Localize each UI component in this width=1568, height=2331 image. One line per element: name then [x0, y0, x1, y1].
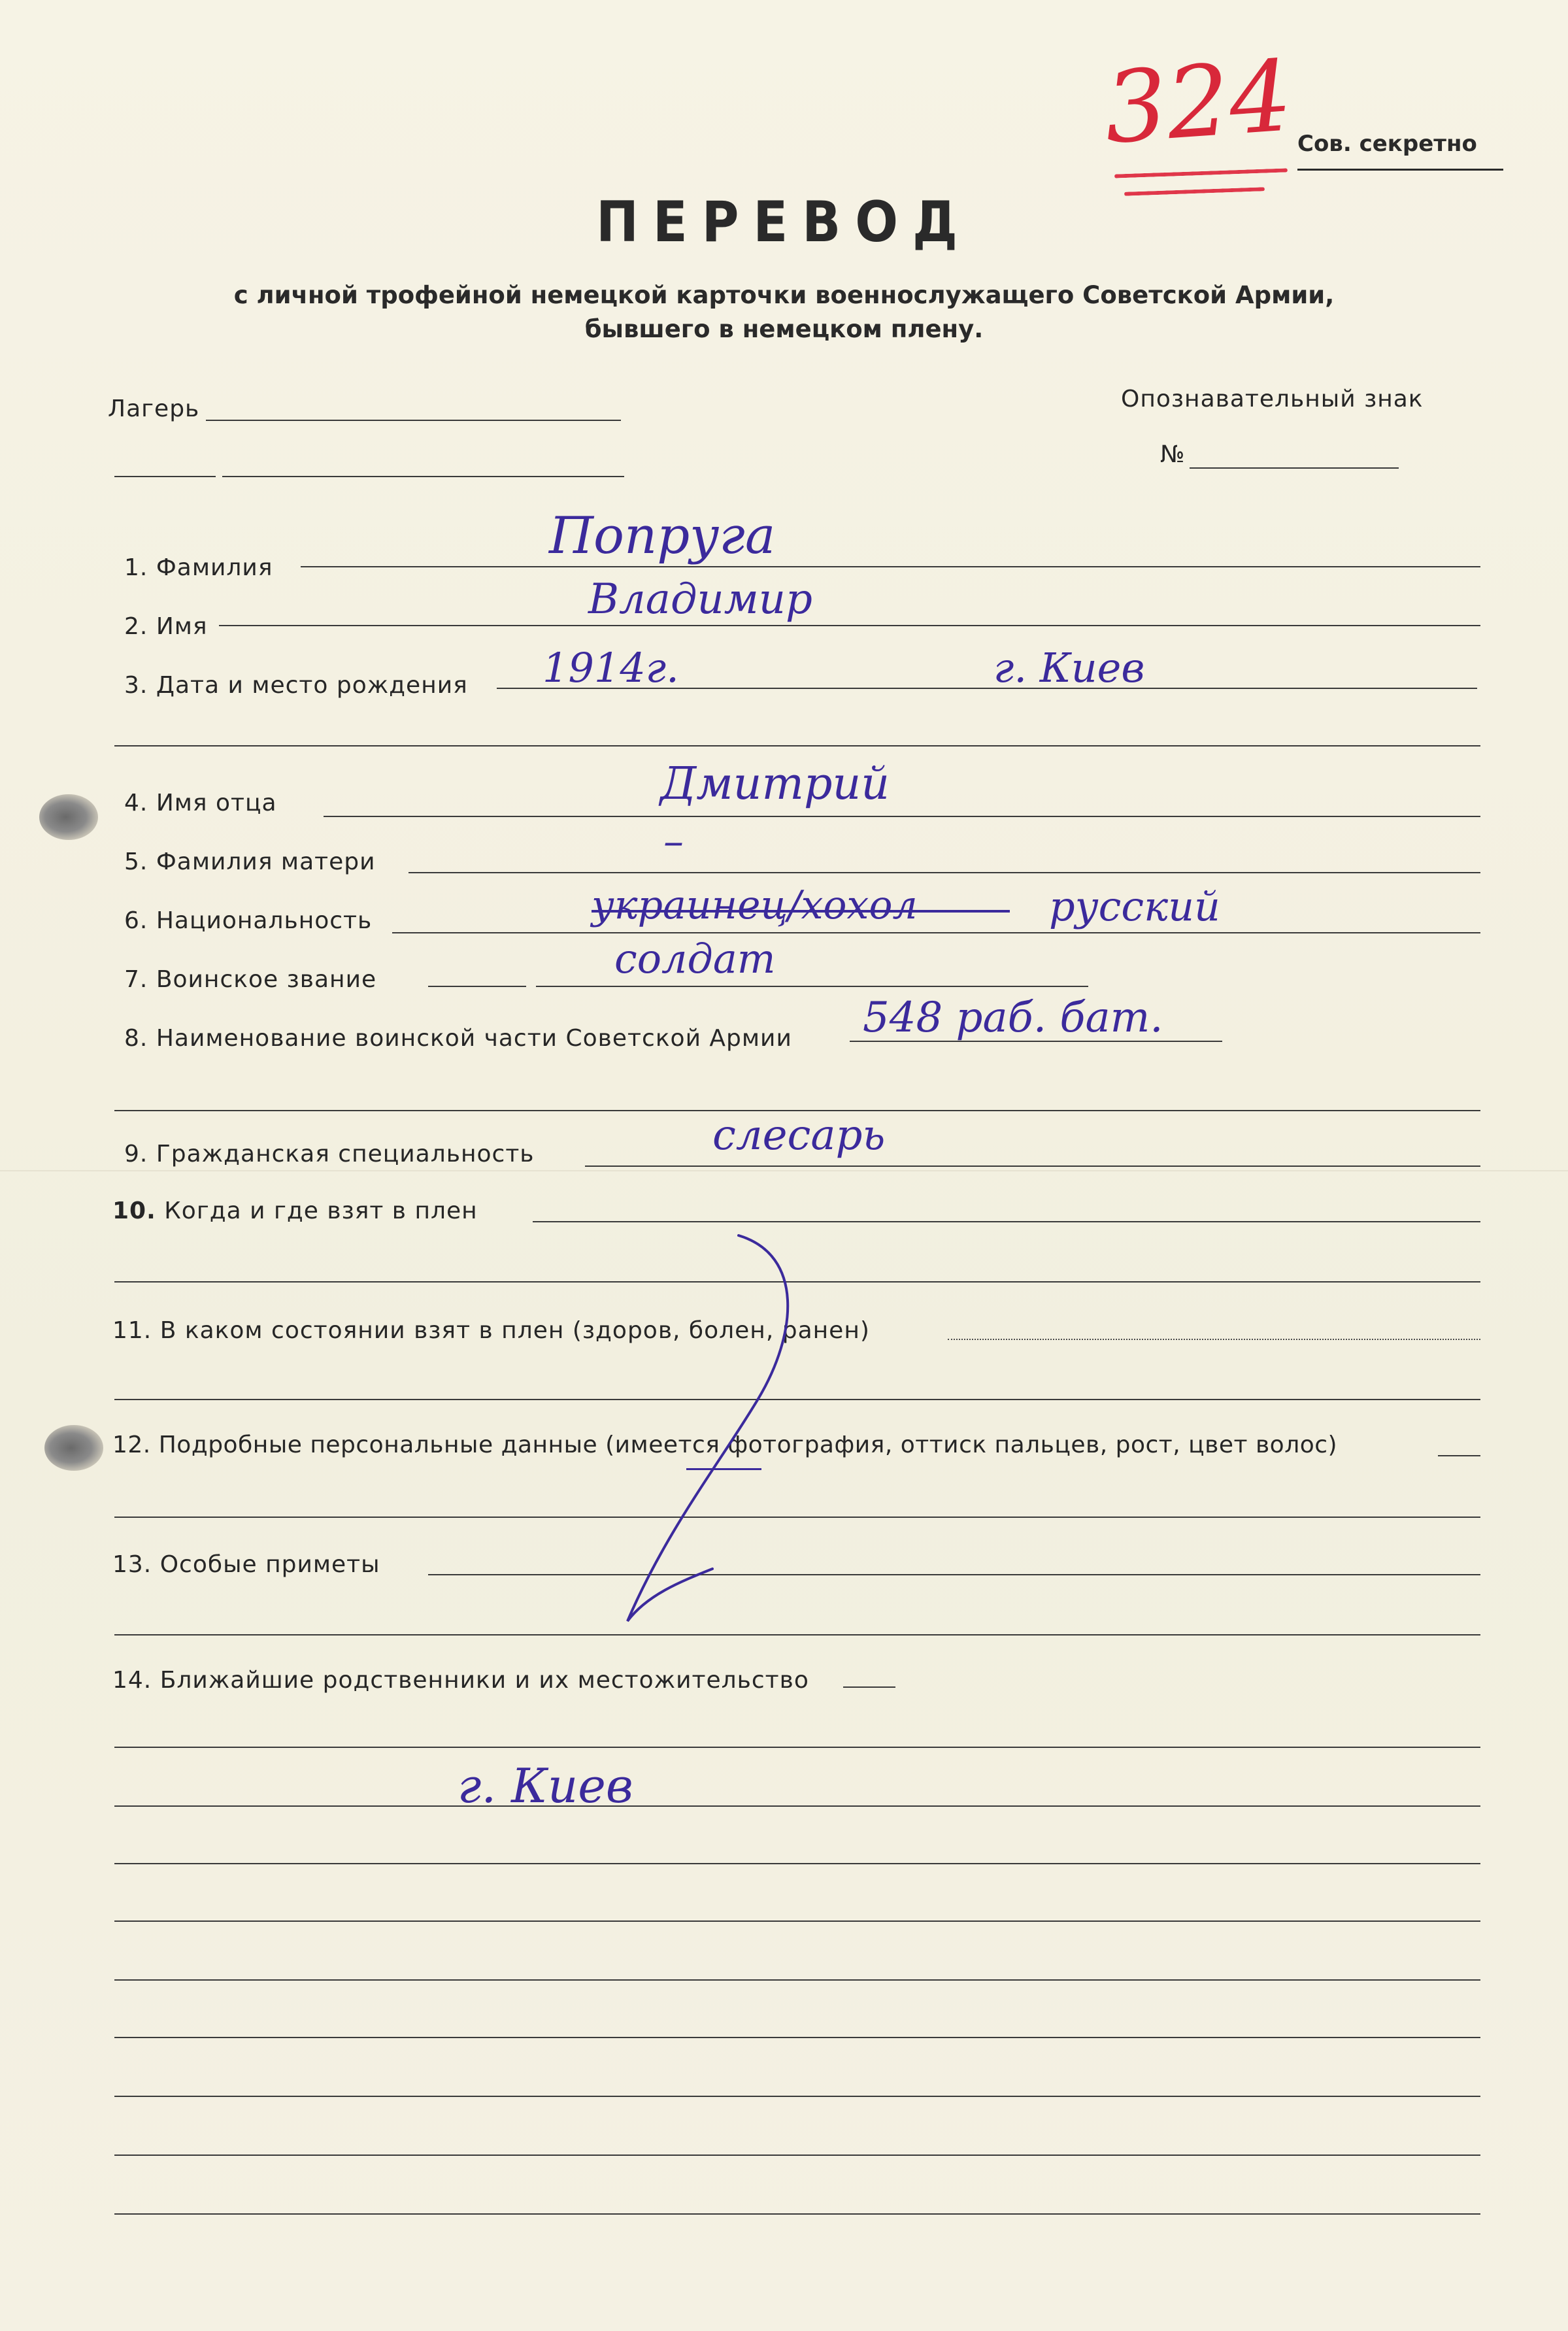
field-13-line [428, 1574, 1480, 1575]
paper-fold [0, 1170, 1568, 1171]
field-6-line [392, 932, 1480, 933]
field-12-label: 12. Подробные персональные данные (имеется фотография, оттиск пальцев, рост, цвет волос) [112, 1432, 1338, 1458]
field-3-line-2 [114, 745, 1480, 746]
field-1-label: 1. Фамилия [124, 554, 273, 581]
document-number: 324 [1101, 39, 1296, 166]
field-9-line [585, 1166, 1480, 1167]
ruled-line [114, 2213, 1480, 2215]
field-14-value: г. Киев [458, 1758, 633, 1813]
field-7-line-b [536, 986, 1088, 987]
field-4-value: Дмитрий [660, 758, 890, 810]
subtitle-line-1: с личной трофейной немецкой карточки военнослужащего Советской Армии, [233, 281, 1335, 309]
field-11-line [948, 1339, 1480, 1340]
number-underline [1114, 168, 1288, 178]
field-8-label: 8. Наименование воинской части Советской Армии [124, 1025, 792, 1052]
field-3-label: 3. Дата и место рождения [124, 672, 468, 699]
ruled-line [114, 2096, 1480, 2097]
camp-line-2a [114, 476, 216, 477]
camp-line-2b [222, 476, 624, 477]
secrecy-stamp: Сов. секретно [1297, 131, 1477, 157]
id-number-line [1190, 467, 1399, 469]
field-5-line [409, 872, 1480, 873]
id-number-label: № [1160, 441, 1186, 468]
ruled-line [114, 2037, 1480, 2038]
ruled-line [114, 1805, 1480, 1807]
id-mark-label: Опознавательный знак [1121, 386, 1424, 412]
field-11-label: 11. В каком состоянии взят в плен (здоров, болен, ранен) [112, 1317, 870, 1344]
field-2-label: 2. Имя [124, 613, 208, 640]
field-4-line [324, 816, 1480, 817]
field-6-struck-value: украинец/хохол [592, 882, 918, 928]
page-title: ПЕРЕВОД [596, 190, 972, 255]
field-6-strikethrough [592, 910, 1010, 913]
field-5-label: 5. Фамилия матери [124, 848, 376, 875]
ruled-line [114, 1979, 1480, 1981]
field-10-label: 10. Когда и где взят в плен [112, 1198, 478, 1224]
field-4-label: 4. Имя отца [124, 790, 277, 816]
camp-line [206, 420, 621, 421]
field-8-value: 548 раб. бат. [863, 994, 1163, 1042]
ruled-line [114, 1747, 1480, 1748]
field-9-label: 9. Гражданская специальность [124, 1141, 535, 1167]
field-7-value: солдат [614, 935, 776, 982]
field-3-date: 1914г. [542, 644, 679, 692]
punch-hole [39, 794, 98, 840]
ruled-line [114, 1863, 1480, 1864]
field-3-place: г. Киев [993, 644, 1145, 692]
field-13-label: 13. Особые приметы [112, 1551, 380, 1578]
field-10-line [533, 1221, 1480, 1222]
field-1-value: Попруга [549, 507, 776, 565]
pen-stroke-mark [608, 1229, 817, 1647]
field-2-value: Владимир [588, 575, 812, 624]
field-5-value: – [663, 817, 684, 865]
field-14-label: 14. Ближайшие родственники и их местожительство [112, 1667, 809, 1694]
punch-hole [44, 1425, 103, 1471]
field-1-line [301, 566, 1395, 567]
subtitle-line-2: бывшего в немецком плену. [584, 315, 984, 343]
field-14-line [843, 1686, 895, 1688]
camp-label: Лагерь [108, 395, 200, 422]
field-9-value: слесарь [712, 1111, 886, 1160]
field-12-line [1438, 1455, 1480, 1456]
field-6-value: русский [1049, 882, 1220, 930]
field-1-line-tail [1395, 566, 1480, 567]
field-7-line-a [428, 986, 526, 987]
ruled-line [114, 2155, 1480, 2156]
field-6-label: 6. Национальность [124, 907, 373, 934]
field-2-line [219, 625, 1480, 626]
field-7-label: 7. Воинское звание [124, 966, 377, 993]
secrecy-underline [1297, 169, 1503, 171]
field-12-underline-mark [686, 1468, 761, 1470]
ruled-line [114, 1920, 1480, 1922]
